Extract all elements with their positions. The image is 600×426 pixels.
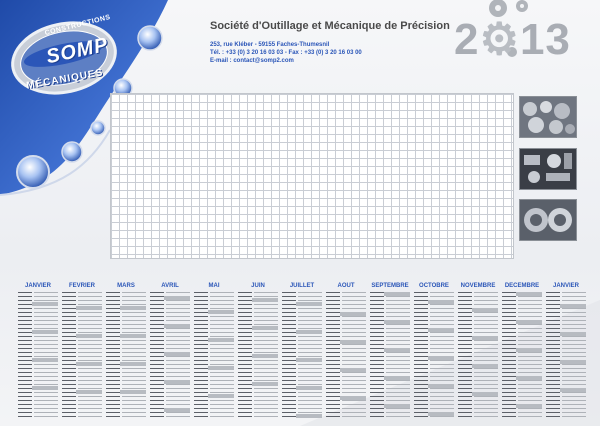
month-name: JUIN [251,283,265,289]
month-name: AVRIL [161,283,179,289]
month-column [546,282,586,422]
month-column [458,282,498,422]
month-days [106,292,146,420]
month-name: FEVRIER [68,283,95,289]
month-days [458,292,498,420]
month-name: JANVIER [24,283,51,289]
logo-main-text: SOMP [44,33,111,69]
month-days [194,292,234,420]
year-digits-last: 13 [519,15,571,64]
company-info [210,20,450,65]
logo-top-text: CONSTRUCTIONS [44,13,112,38]
company-email: E-mail : contact@somp2.com [210,58,294,64]
month-name: NOVEMBRE [460,283,496,289]
month-column [326,282,366,422]
month-days [414,292,454,420]
month-name: MARS [117,283,135,289]
month-column [370,282,410,422]
month-column [150,282,190,422]
month-days [150,292,190,420]
month-column [238,282,278,422]
month-column [106,282,146,422]
month-days [282,292,322,420]
month-name: JUILLET [289,283,315,289]
logo-bottom-text: MÉCANIQUES [25,67,105,92]
somp-logo [6,14,124,104]
calendar-months [18,282,598,422]
machined-parts-photo [519,96,577,138]
month-days [326,292,366,420]
mechanical-parts-photo [519,148,577,190]
month-column [414,282,454,422]
calendar-year [454,15,571,64]
month-days [18,292,58,420]
bearing-rings-photo [519,199,577,241]
month-column [194,282,234,422]
company-address: 253, rue Kléber - 59155 Faches-Thumesnil [210,42,330,48]
month-days [546,292,586,420]
month-name: SEPTEMBRE [371,283,409,289]
gear-zero-icon: ⚙ [479,15,520,64]
month-name: DECEMBRE [504,283,540,289]
month-days [370,292,410,420]
month-days [62,292,102,420]
company-phone: Tél. : +33 (0) 3 20 16 03 03 - Fax : +33 (0) 3 20 16 03 00 [210,50,362,56]
company-name: Société d'Outillage et Mécanique de Précision [210,20,450,32]
month-name: MAI [208,283,220,289]
month-column [62,282,102,422]
month-name: AOUT [337,283,355,289]
month-column [502,282,542,422]
month-column [282,282,322,422]
month-name: OCTOBRE [419,283,449,289]
month-column [18,282,58,422]
year-digit-first: 2 [454,15,480,64]
notes-grid [110,93,514,259]
month-days [238,292,278,420]
month-name: JANVIER [552,283,579,289]
month-days [502,292,542,420]
